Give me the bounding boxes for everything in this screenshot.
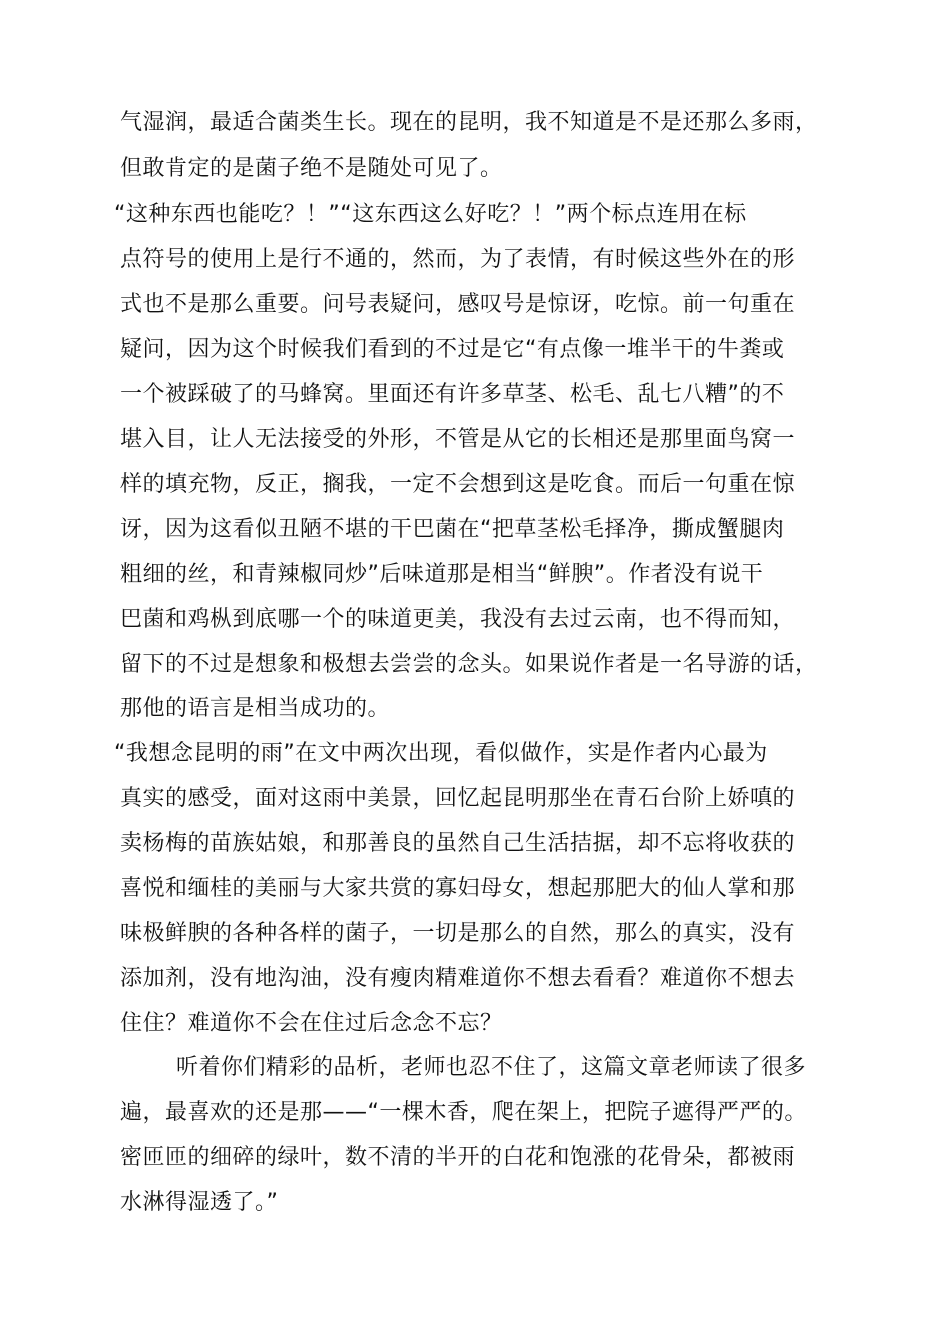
- text-line: 水淋得湿透了。”: [120, 1190, 279, 1215]
- text-line: 堪入目，让人无法接受的外形，不管是从它的长相还是那里面鸟窝一: [120, 427, 796, 452]
- text-line: 遍，最喜欢的还是那——“一棵木香，爬在架上，把院子遮得严严的。: [120, 1100, 807, 1125]
- text-line: 样的填充物，反正，搁我，一定不会想到这是吃食。而后一句重在惊: [120, 472, 796, 497]
- text-line: 但敢肯定的是菌子绝不是随处可见了。: [120, 156, 503, 181]
- text-line: “这种东西也能吃？！”“这东西这么好吃？！”两个标点连用在标: [114, 202, 747, 227]
- text-line: 添加剂，没有地沟油，没有瘦肉精难道你不想去看看？难道你不想去: [120, 966, 796, 991]
- text-line: 听着你们精彩的品析，老师也忍不住了，这篇文章老师读了很多: [176, 1055, 807, 1080]
- text-line: 喜悦和缅桂的美丽与大家共赏的寡妇母女，想起那肥大的仙人掌和那: [120, 876, 796, 901]
- text-line: 巴菌和鸡枞到底哪一个的味道更美，我没有去过云南，也不得而知，: [120, 607, 796, 632]
- text-line: 式也不是那么重要。问号表疑问，感叹号是惊讶，吃惊。前一句重在: [120, 292, 796, 317]
- text-line: 留下的不过是想象和极想去尝尝的念头。如果说作者是一名导游的话，: [120, 652, 818, 677]
- text-line: 讶，因为这看似丑陋不堪的干巴菌在“把草茎松毛择净，撕成蟹腿肉: [120, 517, 785, 542]
- text-line: “我想念昆明的雨”在文中两次出现，看似做作，实是作者内心最为: [114, 741, 768, 766]
- text-line: 一个被踩破了的马蜂窝。里面还有许多草茎、松毛、乱七八糟”的不: [120, 382, 785, 407]
- text-line: 那他的语言是相当成功的。: [120, 696, 391, 721]
- text-line: 卖杨梅的苗族姑娘，和那善良的虽然自己生活拮据，却不忘将收获的: [120, 831, 796, 856]
- text-line: 气湿润，最适合菌类生长。现在的昆明，我不知道是不是还那么多雨，: [120, 110, 818, 135]
- text-line: 粗细的丝，和青辣椒同炒”后味道那是相当“鲜腴”。作者没有说干: [120, 562, 764, 587]
- text-line: 住住？难道你不会在住过后念念不忘？: [120, 1011, 503, 1036]
- text-line: 真实的感受，面对这雨中美景，回忆起昆明那坐在青石台阶上娇嗔的: [120, 786, 796, 811]
- text-line: 点符号的使用上是行不通的，然而，为了表情，有时候这些外在的形: [120, 247, 796, 272]
- text-line: 味极鲜腴的各种各样的菌子，一切是那么的自然，那么的真实，没有: [120, 921, 796, 946]
- text-line: 密匝匝的细碎的绿叶，数不清的半开的白花和饱涨的花骨朵，都被雨: [120, 1145, 796, 1170]
- text-line: 疑问，因为这个时候我们看到的不过是它“有点像一堆半干的牛粪或: [120, 337, 785, 362]
